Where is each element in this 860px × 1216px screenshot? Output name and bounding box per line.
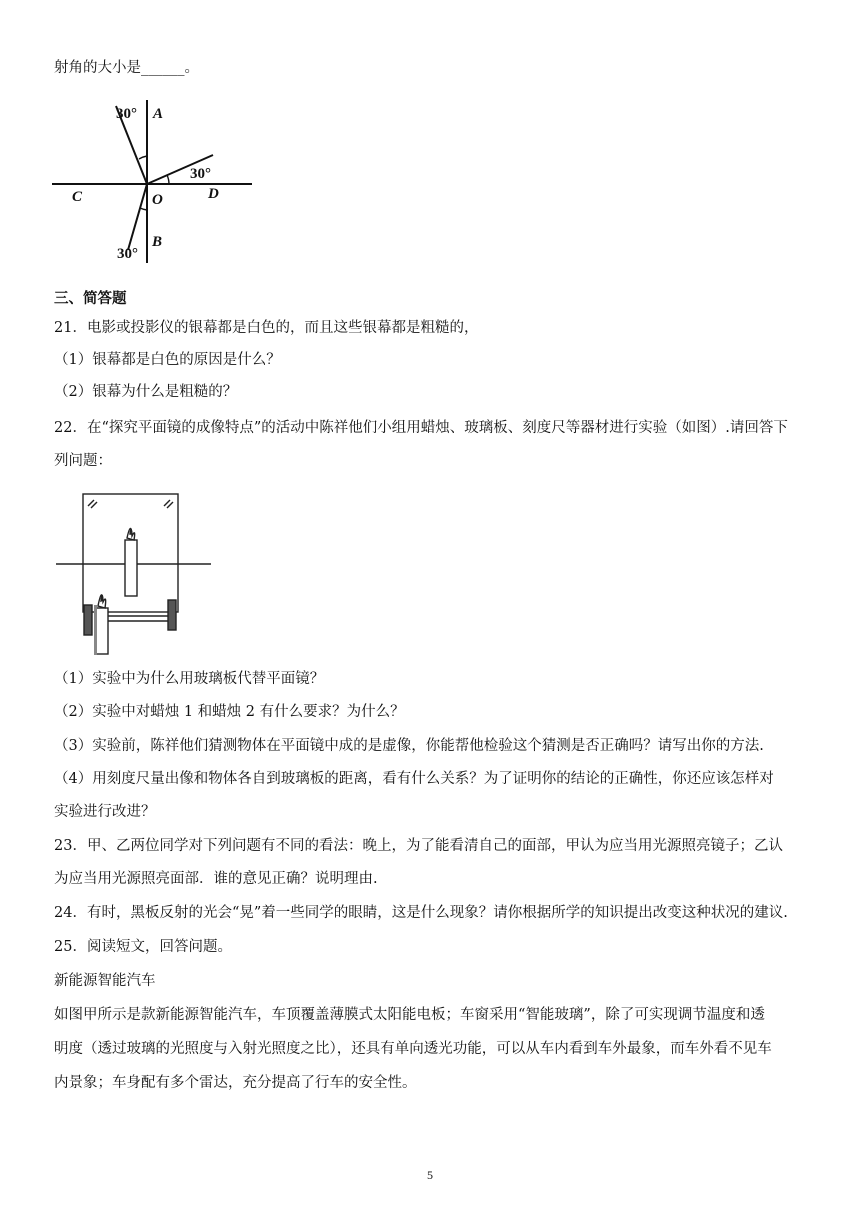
question-22-line-1: 22．在“探究平面镜的成像特点”的活动中陈祥他们小组用蜡烛、玻璃板、刻度尺等器材进行实验（如图）.请回答下 bbox=[54, 420, 788, 436]
question-21-part-2: （2）银幕为什么是粗糙的？ bbox=[54, 384, 238, 400]
point-label-A: A bbox=[153, 106, 164, 122]
question-23-line-1: 23．甲、乙两位同学对下列问题有不同的看法：晚上，为了能看清自己的面部，甲认为应当用光源照亮镜子；乙认 bbox=[54, 838, 783, 854]
point-label-D: D bbox=[208, 186, 219, 202]
passage-title: 新能源智能汽车 bbox=[54, 973, 156, 989]
passage-line-1: 如图甲所示是款新能源智能汽车，车顶覆盖薄膜式太阳能电板；车窗采用“智能玻璃”，除了可实现调节温度和透 bbox=[54, 1007, 765, 1023]
question-21-part-1: （1）银幕都是白色的原因是什么？ bbox=[54, 352, 281, 368]
question-22-part-4-line-1: （4）用刻度尺量出像和物体各自到玻璃板的距离，看有什么关系？为了证明你的结论的正确性，你还应该怎样对 bbox=[54, 771, 774, 787]
question-25: 25．阅读短文，回答问题。 bbox=[54, 939, 232, 955]
question-21: 21．电影或投影仪的银幕都是白色的，而且这些银幕都是粗糙的， bbox=[54, 320, 479, 336]
passage-line-3: 内景象；车身配有多个雷达，充分提高了行车的安全性。 bbox=[54, 1075, 417, 1091]
question-22-part-2: （2）实验中对蜡烛 1 和蜡烛 2 有什么要求？为什么？ bbox=[54, 704, 405, 720]
plane-mirror-experiment-figure bbox=[56, 488, 216, 658]
angle-label-right: 30° bbox=[190, 166, 211, 182]
question-24: 24．有时，黑板反射的光会“晃”着一些同学的眼睛，这是什么现象？请你根据所学的知识提出改变这种状况的建议. bbox=[54, 905, 788, 921]
passage-line-2: 明度（透过玻璃的光照度与入射光照度之比），还具有单向透光功能，可以从车内看到车外最象，而车外看不见车 bbox=[54, 1041, 772, 1057]
section-heading: 三、简答题 bbox=[54, 290, 127, 307]
question-23-line-2: 为应当用光源照亮面部．谁的意见正确？说明理由. bbox=[54, 871, 378, 887]
question-22-part-3: （3）实验前，陈祥他们猜测物体在平面镜中成的是虚像，你能帮他检验这个猜测是否正确吗？请写出你的方法. bbox=[54, 738, 764, 754]
question-22-part-1: （1）实验中为什么用玻璃板代替平面镜？ bbox=[54, 671, 325, 687]
question-22-line-2: 列问题： bbox=[54, 453, 112, 469]
point-label-C: C bbox=[72, 189, 83, 205]
angle-label-top: 30° bbox=[116, 106, 137, 122]
angle-label-bottom: 30° bbox=[117, 246, 138, 262]
reflection-angle-figure bbox=[50, 98, 260, 268]
question-22-part-4-line-2: 实验进行改进？ bbox=[54, 804, 156, 820]
text-line: 射角的大小是______。 bbox=[54, 60, 199, 76]
page-number: 5 bbox=[427, 1168, 433, 1182]
point-label-B: B bbox=[152, 234, 163, 250]
point-label-O: O bbox=[152, 192, 163, 208]
